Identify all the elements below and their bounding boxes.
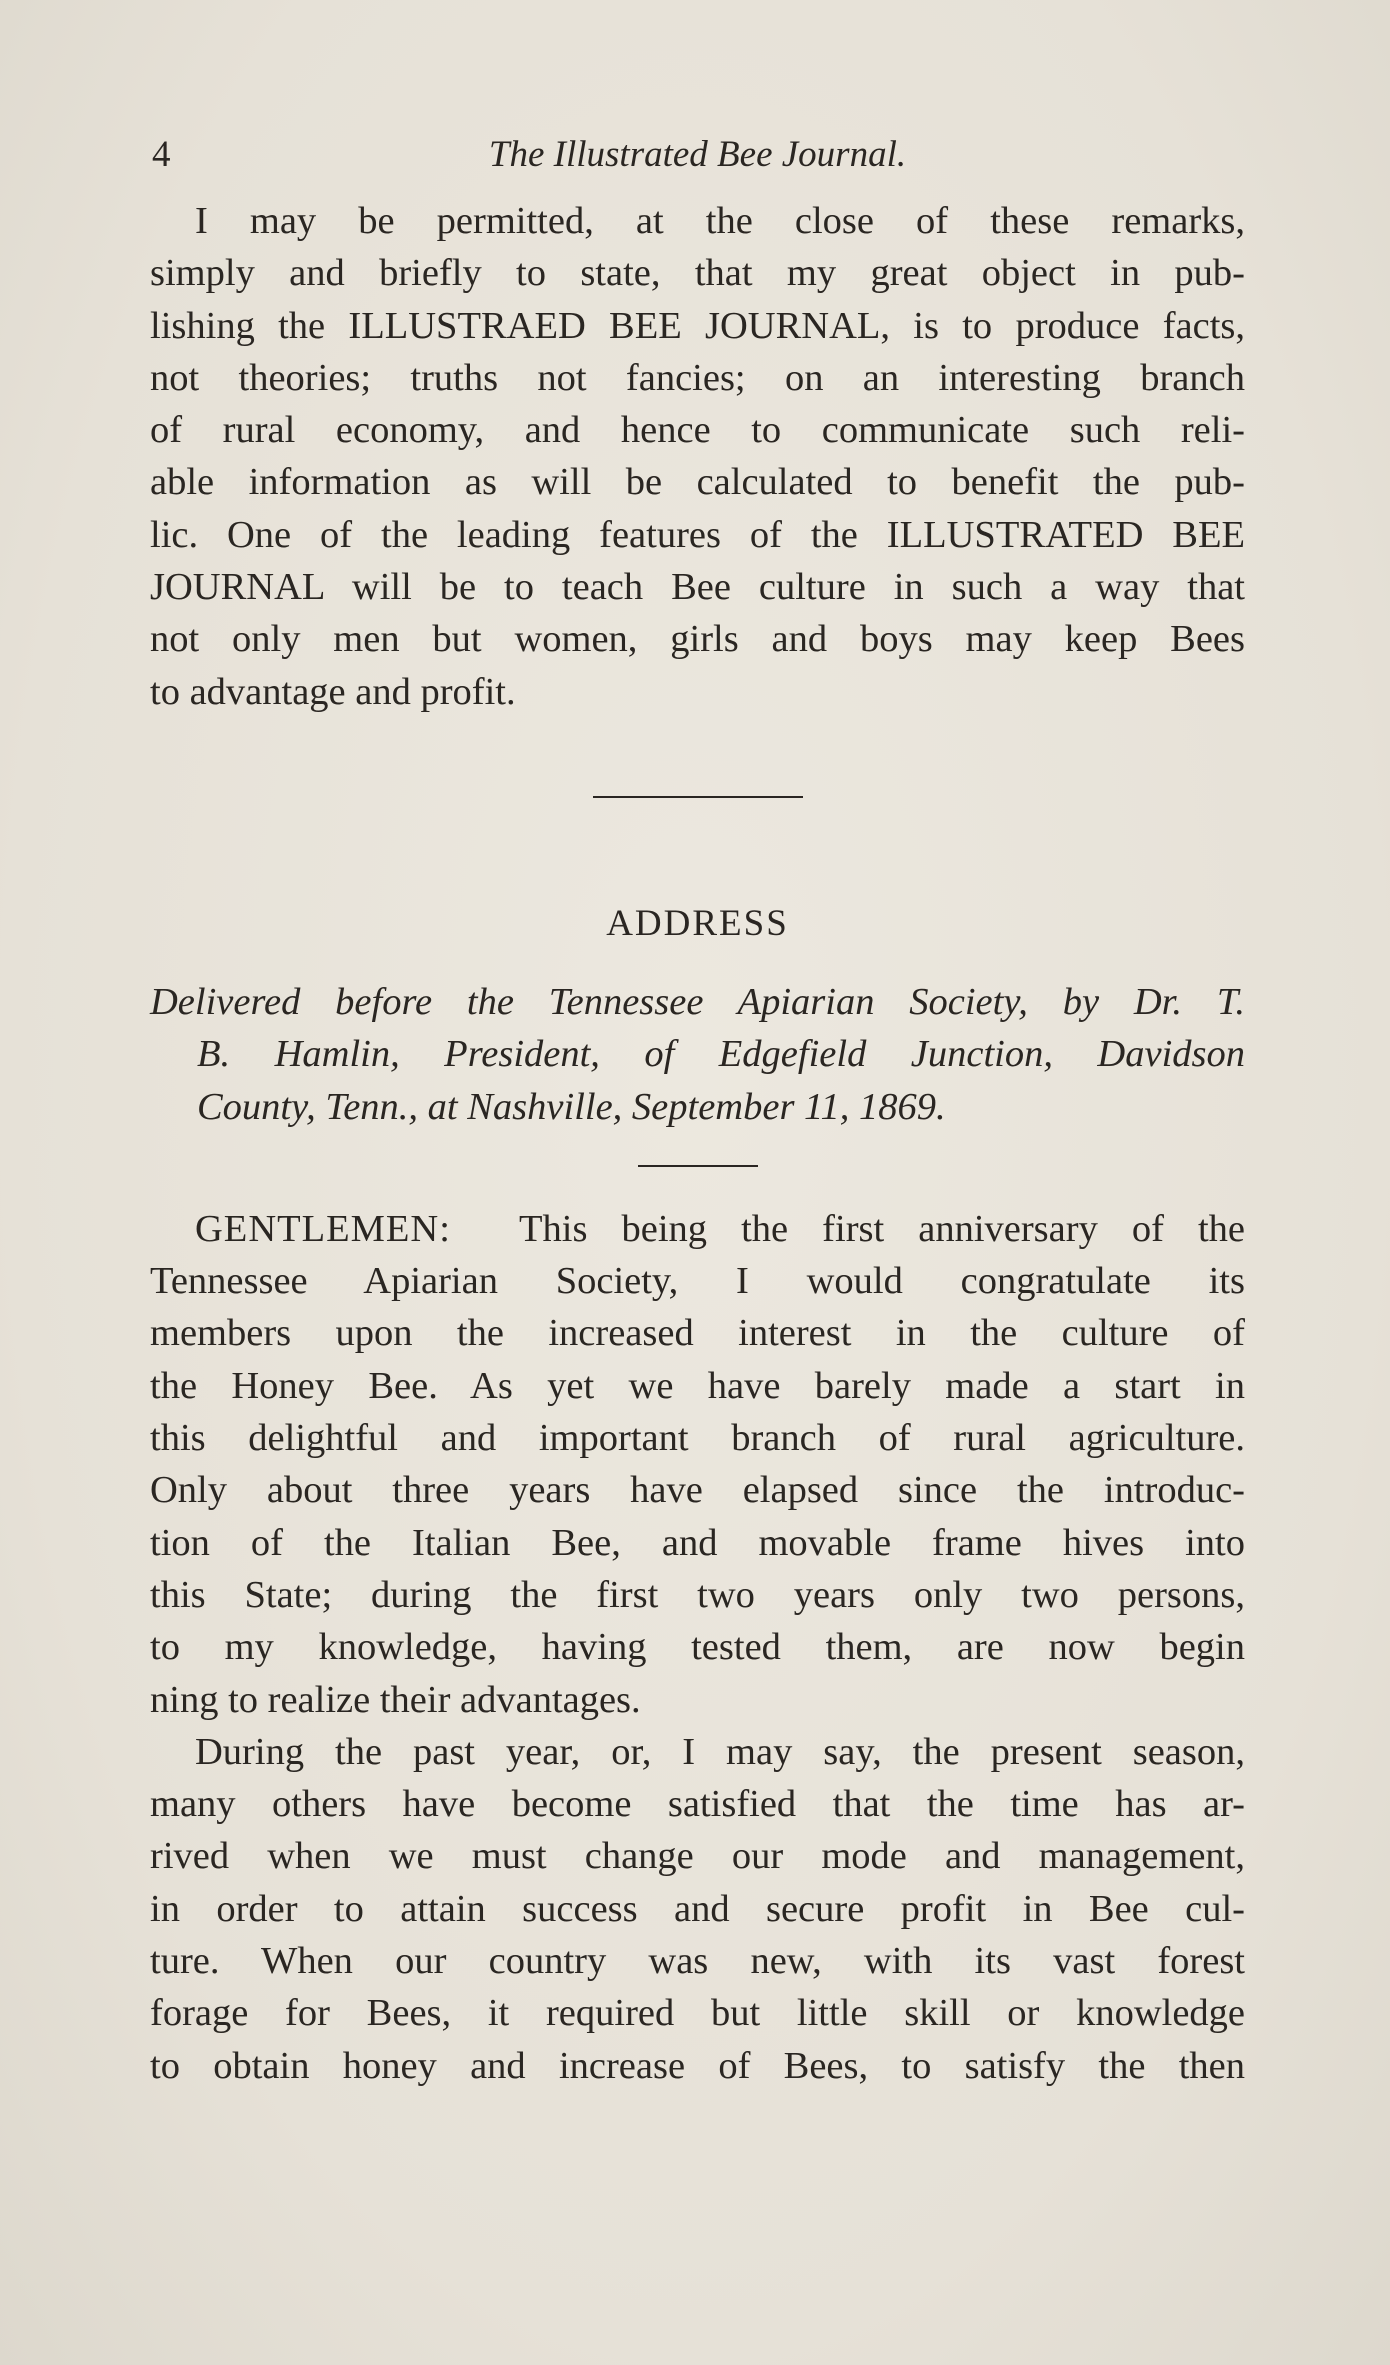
address-title: ADDRESS (606, 902, 789, 944)
text-line: the Honey Bee. As yet we have barely made a start in (150, 1364, 1245, 1407)
text-line: lic. One of the leading features of the ILLUSTRATED BEE (150, 513, 1245, 556)
text-line: able information as will be calculated to benefit the pub- (150, 461, 1245, 504)
page (150, 125, 1245, 2092)
text-line: this State; during the first two years only two persons, (150, 1573, 1245, 1616)
text-line: ture. When our country was new, with its vast forest (150, 1940, 1245, 1983)
text-line: lishing the ILLUSTRAED BEE JOURNAL, is to produce facts, (150, 304, 1245, 347)
text-line: of rural economy, and hence to communicate such reli- (150, 409, 1245, 452)
intro-paragraph (150, 195, 1245, 718)
text-line: in order to attain success and secure profit in Bee cul- (150, 1887, 1245, 1930)
text-line: not only men but women, girls and boys may keep Bees (150, 618, 1245, 661)
speech-paragraph-1 (150, 1203, 1245, 1726)
text-line: ning to realize their advantages. (150, 1678, 641, 1721)
salutation: GENTLEMEN: (195, 1207, 451, 1250)
text-line: this delightful and important branch of rural agriculture. (150, 1417, 1245, 1460)
subtitle-divider (638, 1165, 758, 1167)
running-title: The Illustrated Bee Journal. (488, 134, 907, 175)
text-line: I may be permitted, at the close of these remarks, (195, 200, 1245, 242)
text-line: to advantage and profit. (150, 670, 516, 713)
subtitle-line: County, Tenn., at Nashville, September 11, 1869. (197, 1085, 946, 1128)
text-line: many others have become satisfied that the time has ar- (150, 1783, 1245, 1826)
address-subtitle (150, 976, 1245, 1133)
text-line: During the past year, or, I may say, the present season, (195, 1730, 1245, 1773)
text-line: forage for Bees, it required but little skill or knowledge (150, 1992, 1245, 2035)
page-header (150, 125, 1245, 195)
text-line: Only about three years have elapsed since the introduc- (150, 1469, 1245, 1512)
section-divider (593, 796, 803, 798)
text-line: tion of the Italian Bee, and movable frame hives into (150, 1521, 1245, 1564)
text-line: members upon the increased interest in the culture of (150, 1312, 1245, 1355)
speech-paragraph-2 (150, 1726, 1245, 2092)
text-line: Tennessee Apiarian Society, I would congratulate its (150, 1260, 1245, 1303)
text-line: to my knowledge, having tested them, are now begin (150, 1626, 1245, 1669)
text-line (150, 1203, 1245, 1255)
text-line: simply and briefly to state, that my great object in pub- (150, 252, 1245, 295)
text-segment: This being the first anniversary of the (519, 1207, 1246, 1250)
subtitle-line: B. Hamlin, President, of Edgefield Junction, Davidson (197, 1033, 1245, 1076)
text-line: JOURNAL will be to teach Bee culture in such a way that (150, 566, 1245, 609)
text-line: to obtain honey and increase of Bees, to satisfy the then (150, 2044, 1245, 2087)
subtitle-line: Delivered before the Tennessee Apiarian Society, by Dr. T. (150, 980, 1245, 1023)
page-number: 4 (152, 134, 171, 175)
text-line: not theories; truths not fancies; on an interesting branch (150, 356, 1245, 399)
text-line: rived when we must change our mode and management, (150, 1835, 1245, 1878)
